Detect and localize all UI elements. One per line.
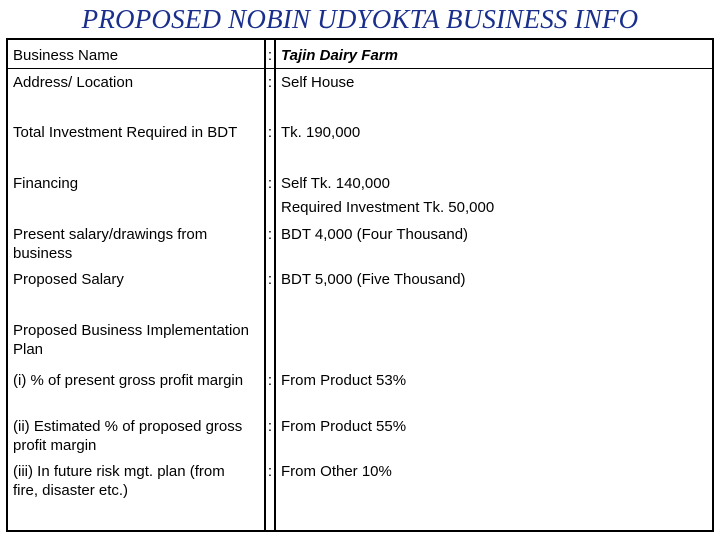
separator-colon: : xyxy=(267,463,273,480)
separator-colon: : xyxy=(267,175,273,192)
present-margin-label: (i) % of present gross profit margin xyxy=(13,372,244,389)
separator-colon: : xyxy=(267,124,273,141)
separator-colon: : xyxy=(267,372,273,389)
estimated-margin-value: From Product 55% xyxy=(281,418,407,435)
business-name-value: Tajin Dairy Farm xyxy=(281,47,398,64)
business-name-label: Business Name xyxy=(13,47,119,64)
business-info-table xyxy=(6,38,714,532)
financing-self-value: Self Tk. 140,000 xyxy=(281,175,390,192)
address-label: Address/ Location xyxy=(13,74,134,91)
separator-colon: : xyxy=(267,74,273,91)
total-investment-label: Total Investment Required in BDT xyxy=(13,124,238,141)
separator-colon: : xyxy=(267,271,273,288)
present-salary-value: BDT 4,000 (Four Thousand) xyxy=(281,226,469,243)
estimated-margin-label: (ii) Estimated % of proposed gross profit margin xyxy=(13,418,243,454)
address-value: Self House xyxy=(281,74,355,91)
proposed-salary-value: BDT 5,000 (Five Thousand) xyxy=(281,271,466,288)
page-title: PROPOSED NOBIN UDYOKTA BUSINESS INFO xyxy=(81,4,639,34)
financing-label: Financing xyxy=(13,175,79,192)
financing-required-value: Required Investment Tk. 50,000 xyxy=(281,199,495,216)
separator-colon: : xyxy=(267,418,273,435)
implementation-plan-label: Proposed Business Implementation Plan xyxy=(13,322,249,358)
risk-plan-value: From Other 10% xyxy=(281,463,392,480)
risk-plan-label: (iii) In future risk mgt. plan (from fire, disaster etc.) xyxy=(13,463,225,499)
separator-colon: : xyxy=(267,47,273,64)
separator-colon: : xyxy=(267,226,273,243)
row-divider xyxy=(8,68,712,69)
total-investment-value: Tk. 190,000 xyxy=(281,124,361,141)
present-salary-label: Present salary/drawings from business xyxy=(13,226,208,262)
proposed-salary-label: Proposed Salary xyxy=(13,271,124,288)
present-margin-value: From Product 53% xyxy=(281,372,407,389)
